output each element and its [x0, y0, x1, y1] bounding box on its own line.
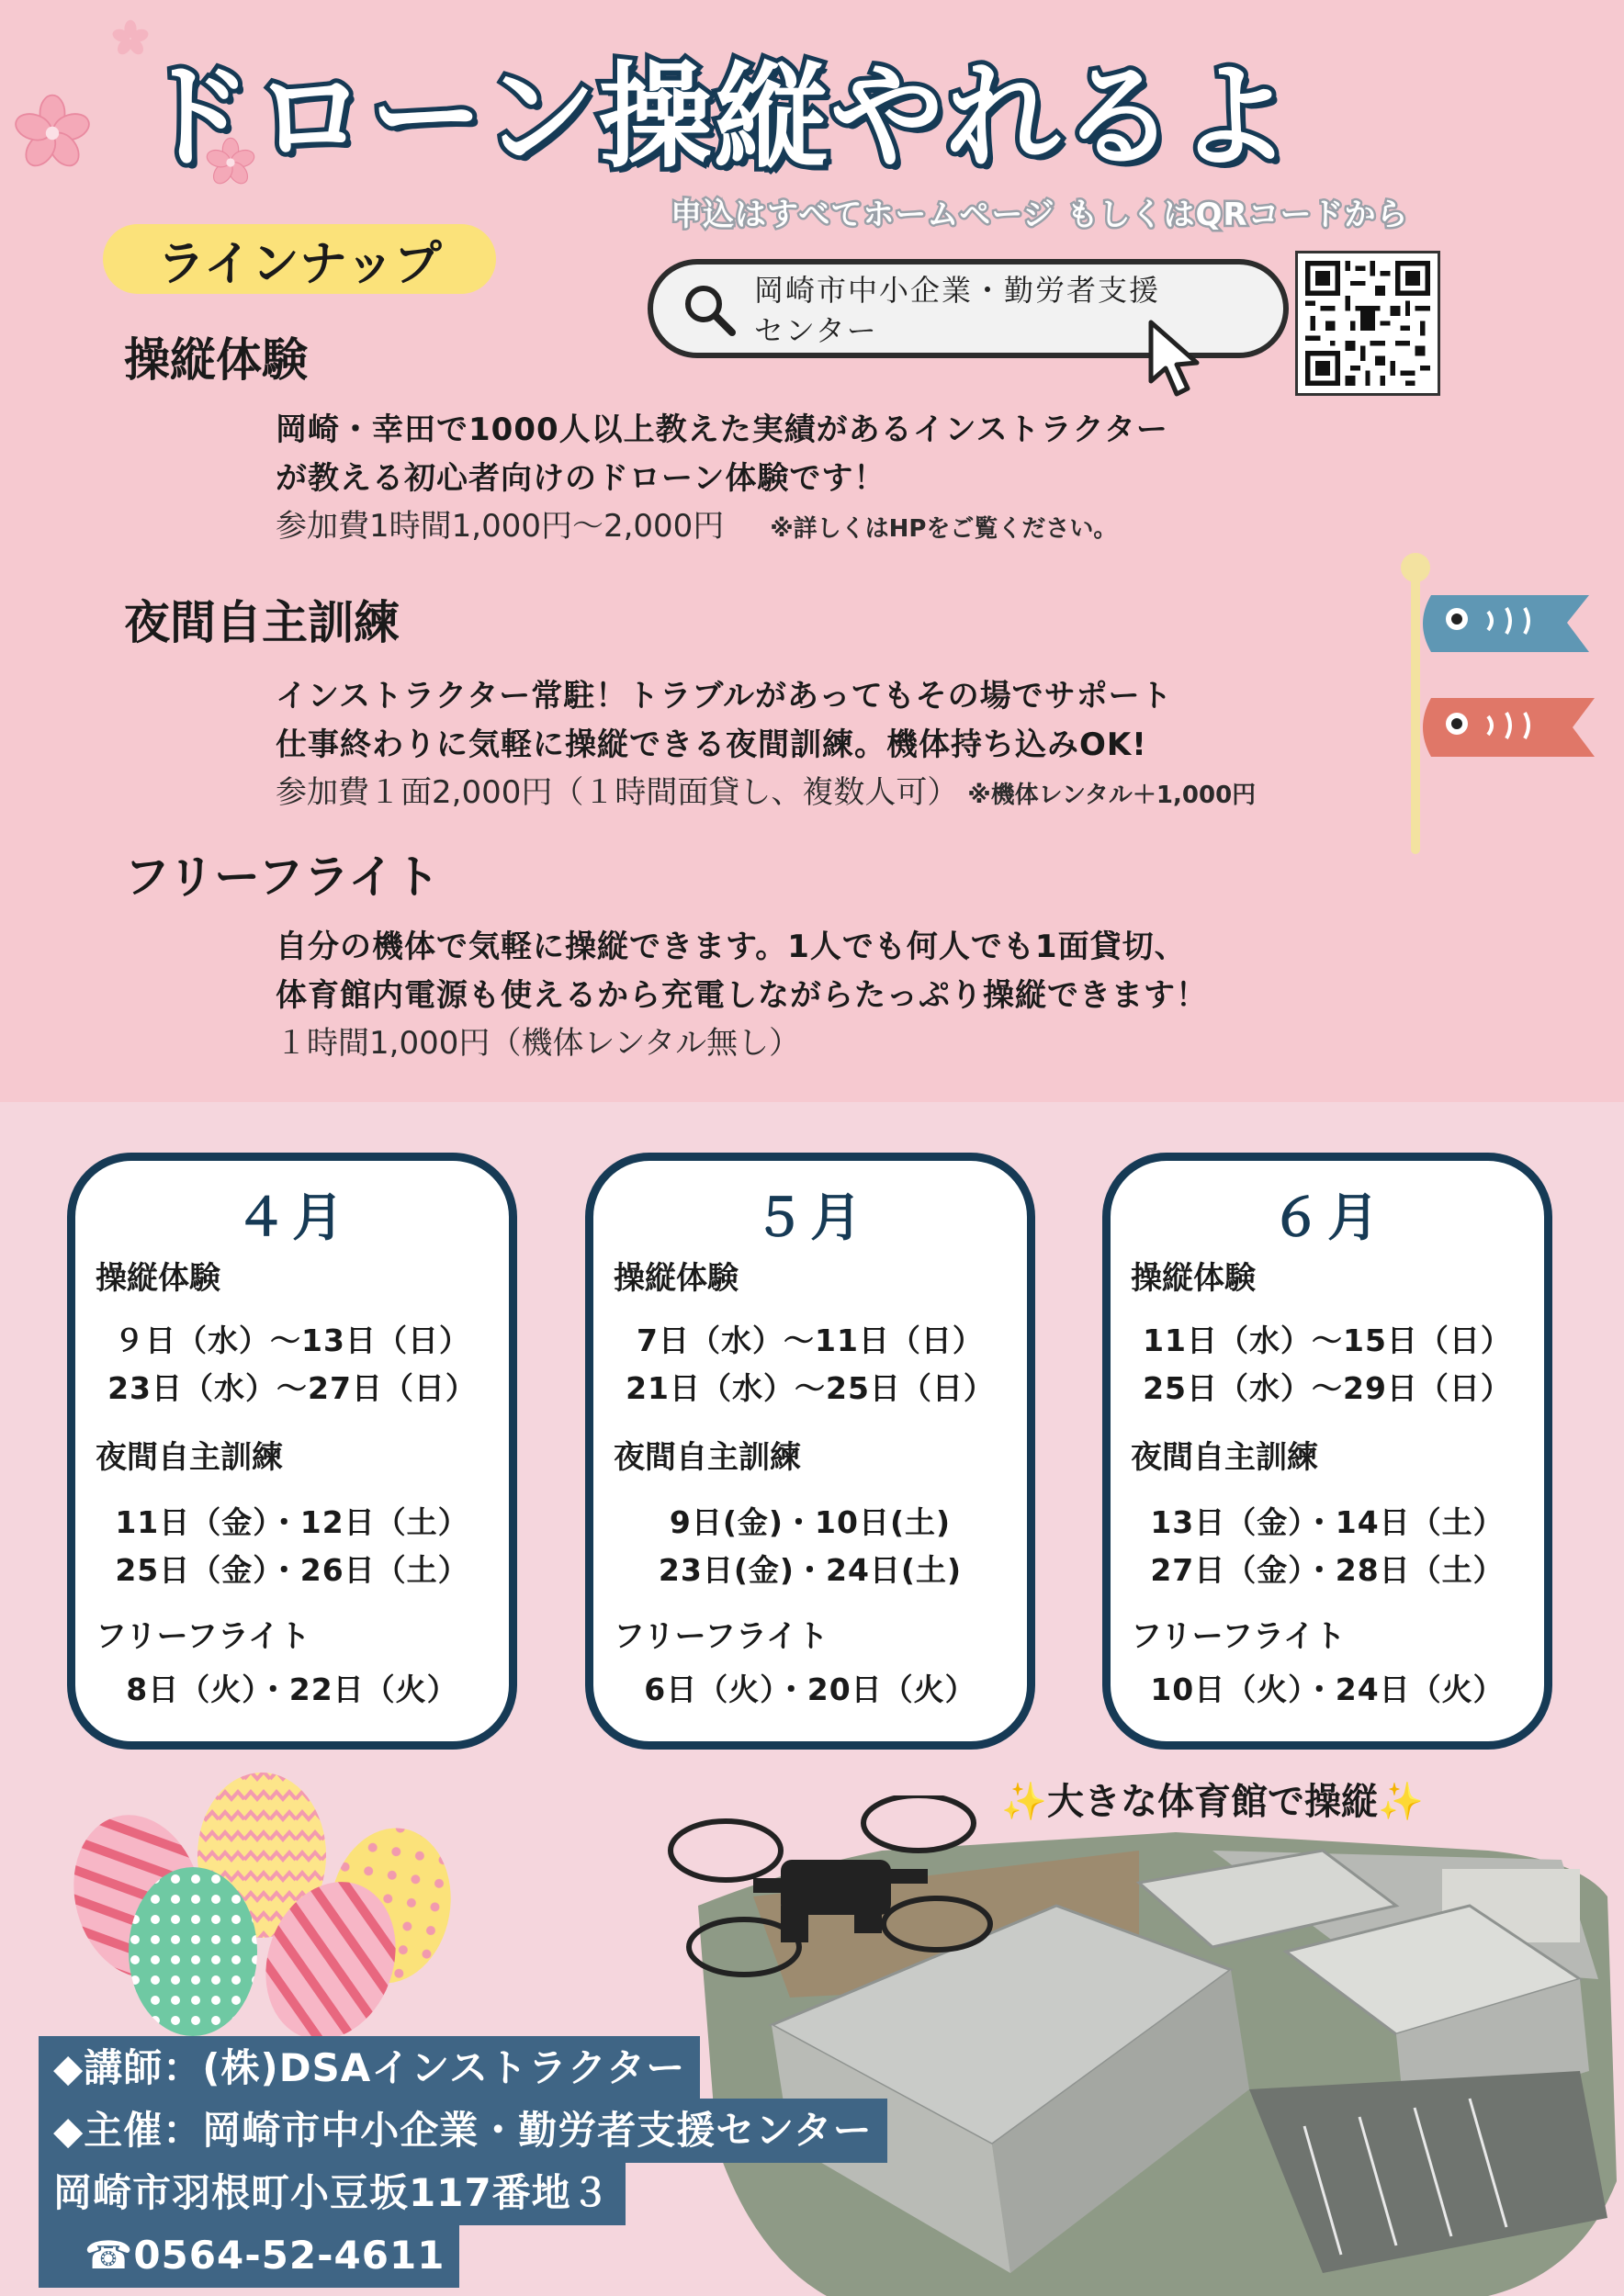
card-label-yakan: 夜間自主訓練 — [96, 1439, 283, 1476]
info-organizer: ◆主催：岡崎市中小企業・勤労者支援センター — [39, 2099, 887, 2163]
taiken-description-line1: 岡崎・幸田で1000人以上教えた実績があるインストラクター — [276, 411, 1168, 448]
section-heading-yakan: 夜間自主訓練 — [124, 596, 400, 649]
card-month-title: ４月 — [235, 1188, 349, 1248]
search-text-line1: 岡崎市中小企業・勤労者支援 — [754, 273, 1161, 308]
drone-photo — [661, 1795, 1617, 2296]
card-label-yakan: 夜間自主訓練 — [1131, 1439, 1318, 1476]
section-heading-free: フリーフライト — [124, 850, 440, 904]
card-label-taiken: 操縦体験 — [614, 1260, 739, 1297]
qr-code[interactable] — [1295, 251, 1440, 396]
yakan-price-text: 参加費１面2,000円（１時間面貸し、複数人可） — [276, 774, 959, 811]
card-label-free: フリーフライト — [96, 1618, 310, 1655]
card-date: 27日（金）・28日（土） — [1150, 1552, 1505, 1588]
card-date: 9日(金)・10日(土) — [669, 1504, 952, 1540]
free-price: １時間1,000円（機体レンタル無し） — [276, 1025, 801, 1062]
taiken-price-text: 参加費1時間1,000円～2,000円 — [276, 508, 725, 545]
info-phone[interactable]: ☎0564-52-4611 — [39, 2223, 459, 2288]
month-card-may — [585, 1153, 1035, 1750]
card-date: 8日（火）・22日（火） — [126, 1671, 458, 1707]
taiken-description-line2: が教える初心者向けのドローン体験です！ — [276, 460, 886, 497]
card-date: 25日（金）・26日（土） — [115, 1552, 469, 1588]
card-date: 11日（金）・12日（土） — [115, 1504, 469, 1540]
info-address: 岡崎市羽根町小豆坂117番地３ — [39, 2161, 626, 2225]
yakan-description-line1: インストラクター常駐！トラブルがあってもその場でサポート — [276, 678, 1173, 715]
card-date: 10日（火）・24日（火） — [1150, 1671, 1505, 1707]
card-label-taiken: 操縦体験 — [1131, 1260, 1256, 1297]
card-date: 23日（水）～27日（日） — [107, 1370, 477, 1406]
search-text-line2: センター — [754, 313, 878, 348]
card-label-free: フリーフライト — [1131, 1618, 1346, 1655]
apply-note: 申込はすべてホームページ もしくはQRコードから — [671, 197, 1409, 233]
taiken-price-note: ※詳しくはHPをご覧ください。 — [770, 515, 1118, 543]
free-description-line1: 自分の機体で気軽に操縦できます。1人でも何人でも1面貸切、 — [276, 929, 1187, 965]
card-month-title: ５月 — [753, 1188, 867, 1248]
card-date: 23日(金)・24日(土) — [658, 1552, 963, 1588]
yakan-price-note: ※機体レンタル＋1,000円 — [967, 782, 1257, 809]
easter-eggs — [64, 1768, 468, 2043]
cherry-blossom-icon — [11, 92, 94, 174]
photo-caption: ✨大きな体育館で操縦✨ — [1001, 1781, 1424, 1823]
main-title: ドローン操縦やれるよ — [138, 51, 1293, 184]
card-date: ９日（水）～13日（日） — [114, 1322, 470, 1358]
koinobori-icon — [1387, 551, 1607, 863]
card-date: 7日（水）～11日（日） — [637, 1322, 984, 1358]
card-date: 11日（水）～15日（日） — [1143, 1322, 1512, 1358]
card-label-free: フリーフライト — [614, 1618, 829, 1655]
card-date: 25日（水）～29日（日） — [1143, 1370, 1512, 1406]
card-month-title: ６月 — [1270, 1188, 1384, 1248]
card-date: 21日（水）～25日（日） — [626, 1370, 995, 1406]
card-date: 13日（金）・14日（土） — [1150, 1504, 1505, 1540]
search-icon — [681, 281, 738, 338]
taiken-price — [276, 501, 1117, 546]
month-card-april — [67, 1153, 517, 1750]
month-card-june — [1102, 1153, 1552, 1750]
card-date: 6日（火）・20日（火） — [644, 1671, 976, 1707]
section-heading-taiken: 操縦体験 — [124, 333, 308, 387]
info-instructor: ◆講師：(株)DSAインストラクター — [39, 2036, 700, 2100]
card-label-taiken: 操縦体験 — [96, 1260, 220, 1297]
free-description-line2: 体育館内電源も使えるから充電しながらたっぷり操縦できます！ — [276, 977, 1208, 1014]
yakan-price — [276, 767, 1256, 812]
cursor-icon — [1144, 317, 1217, 400]
yakan-description-line2: 仕事終わりに気軽に操縦できる夜間訓練。機体持ち込みOK! — [276, 726, 1147, 763]
lineup-badge: ラインナップ — [103, 224, 496, 294]
card-label-yakan: 夜間自主訓練 — [614, 1439, 801, 1476]
